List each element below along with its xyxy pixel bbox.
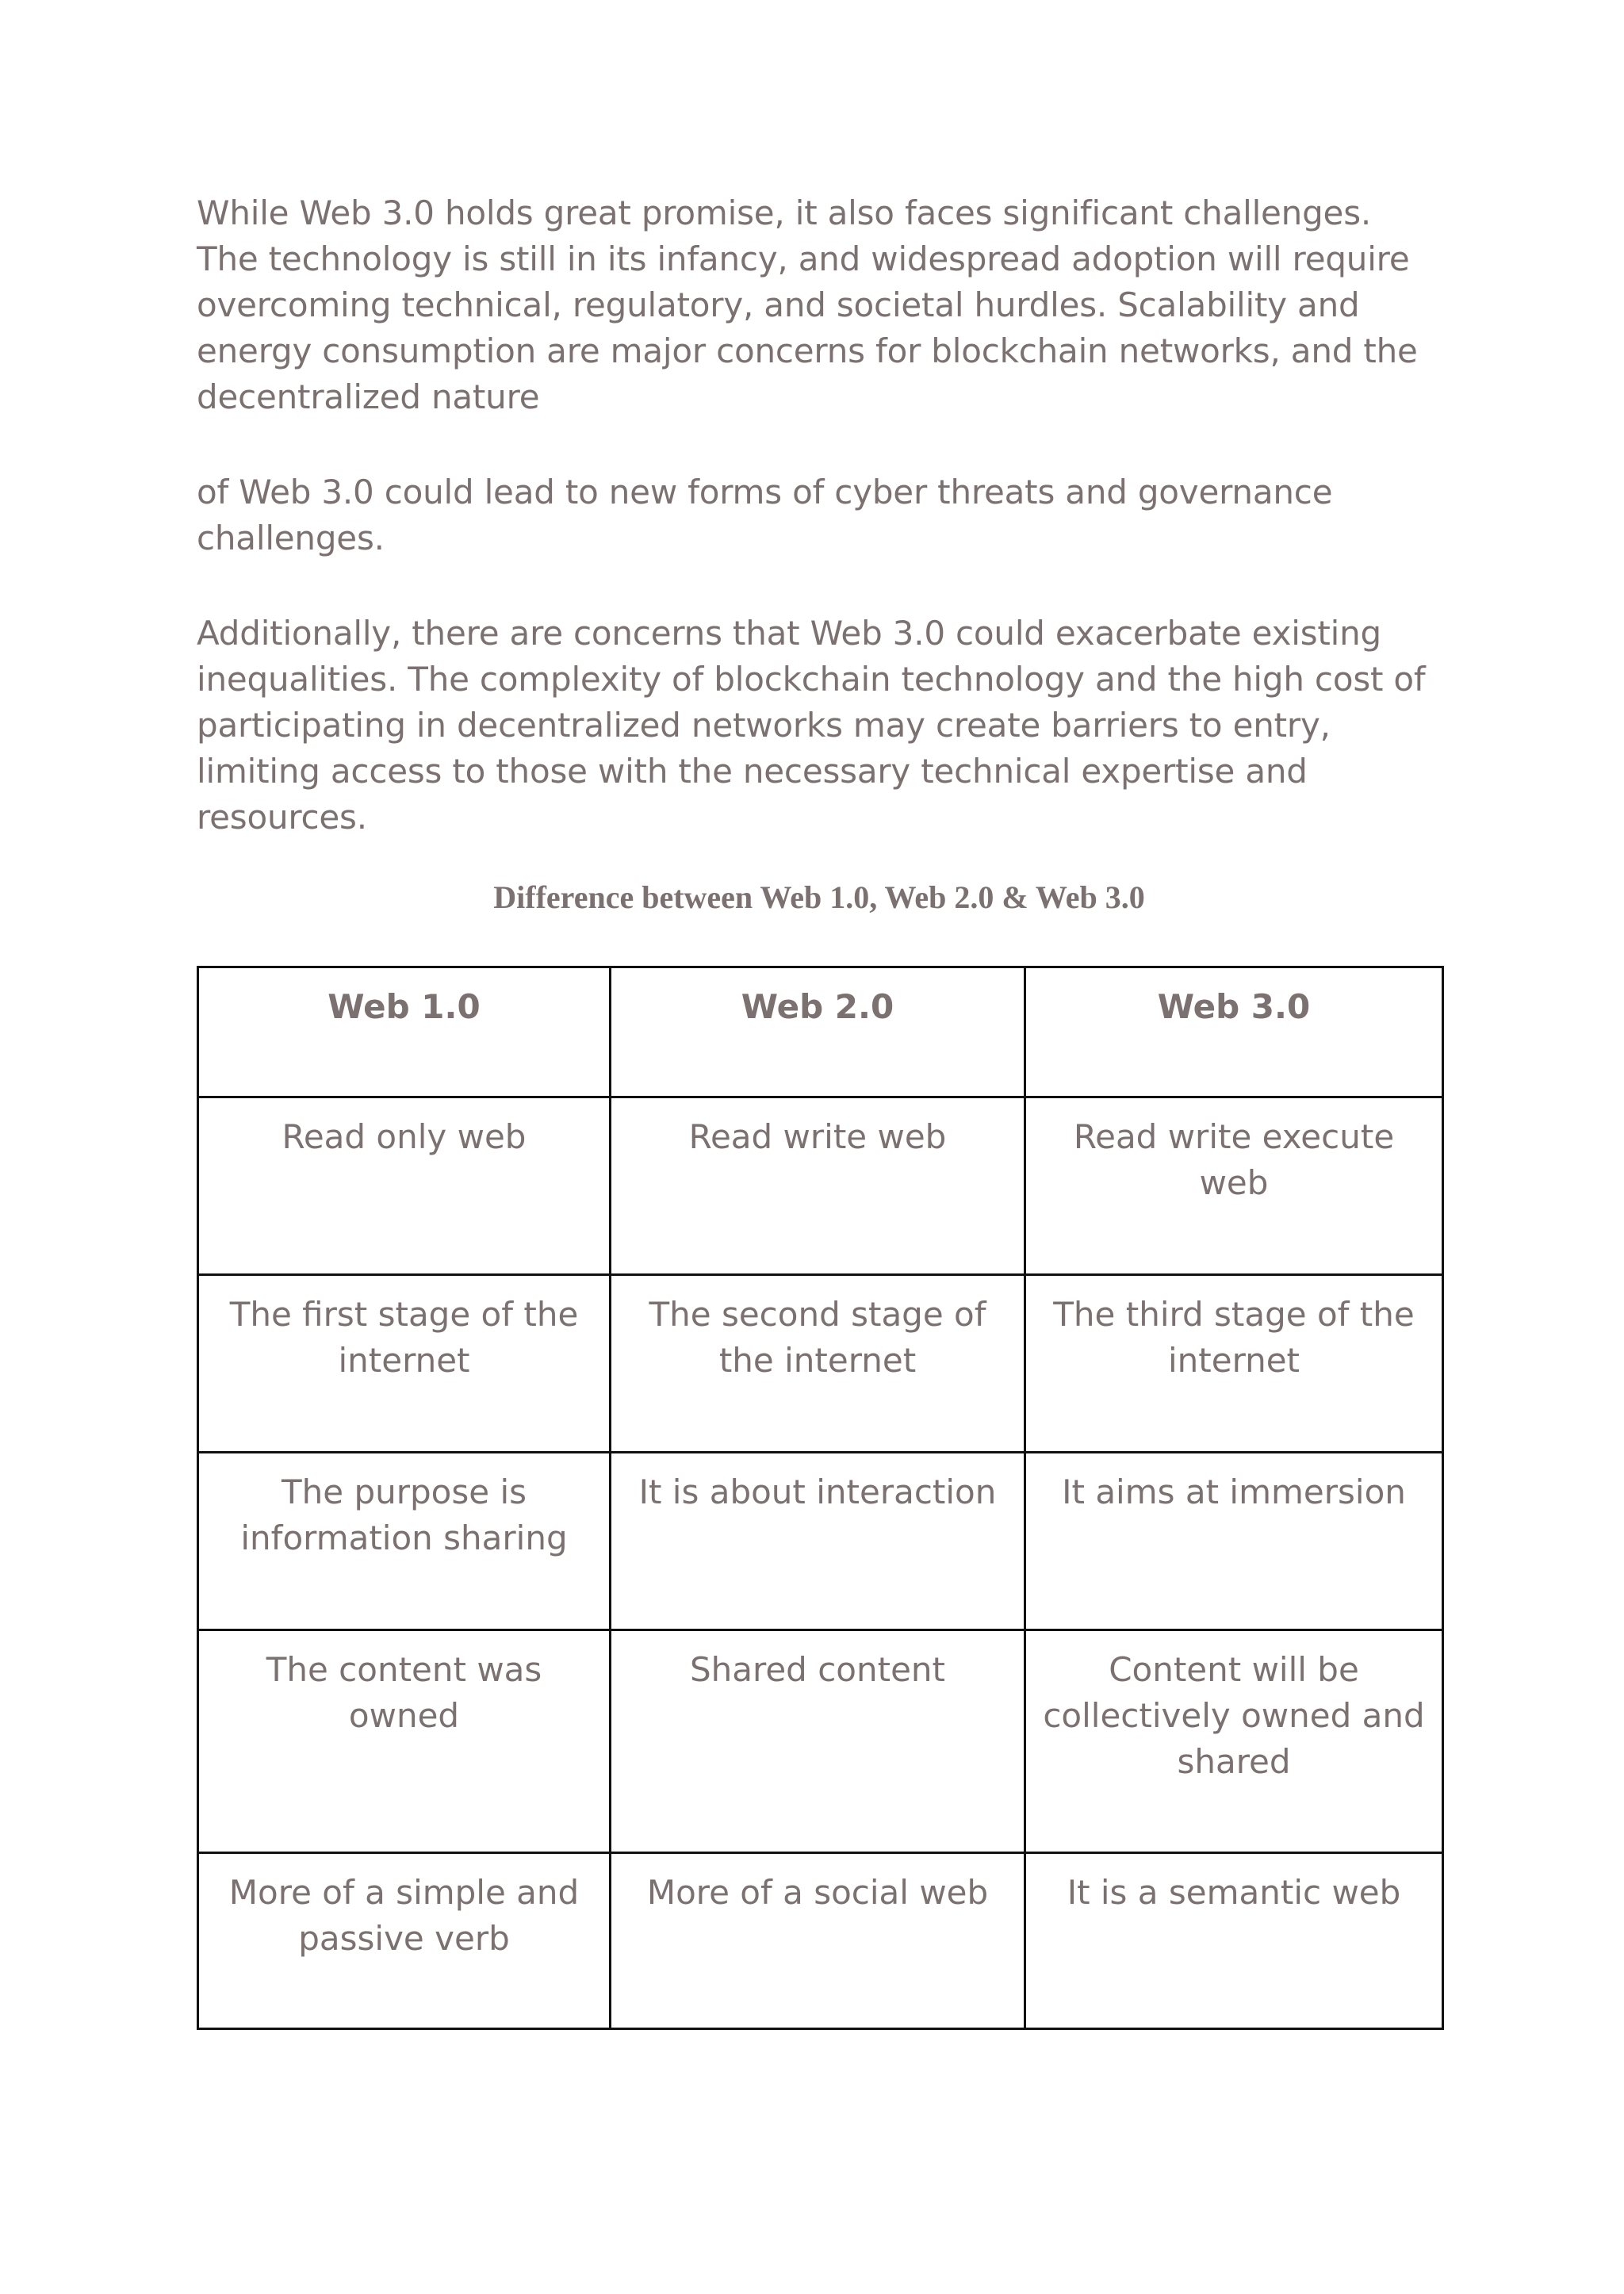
table-cell: It is about interaction: [611, 1453, 1025, 1630]
table-row: [198, 1453, 1443, 1630]
table-cell: Read only web: [198, 1097, 611, 1275]
table-cell: More of a simple and passive verb: [198, 1853, 611, 2029]
table-cell: The content was owned: [198, 1630, 611, 1853]
paragraph-inequalities: Additionally, there are concerns that Web 3.0 could exacerbate existing inequalities. The complexity of blockchain technology and the high cost of participating in decentralized networks may create barriers to entry, limiting access to those with the necessary technical expertise and resources.: [197, 614, 1426, 837]
paragraph-cyber-threats: of Web 3.0 could lead to new forms of cyber threats and governance challenges.: [197, 473, 1333, 557]
table-cell: The second stage of the internet: [611, 1275, 1025, 1453]
table-cell: The first stage of the internet: [198, 1275, 611, 1453]
table-row: [198, 1630, 1443, 1853]
header-web-2: Web 2.0: [611, 967, 1025, 1097]
table-cell: Shared content: [611, 1630, 1025, 1853]
table-cell: It aims at immersion: [1025, 1453, 1443, 1630]
table-row: [198, 1275, 1443, 1453]
table-cell: Read write execute web: [1025, 1097, 1443, 1275]
table-row: [198, 1853, 1443, 2029]
header-web-3: Web 3.0: [1025, 967, 1443, 1097]
paragraph-challenges: While Web 3.0 holds great promise, it also faces significant challenges. The technology is still in its infancy, and widespread adoption will require overcoming technical, regulatory, and societal hurdles. Scalability and energy consumption are major concerns for blockchain networks, and the decentralized nature: [197, 193, 1418, 416]
table-cell: Read write web: [611, 1097, 1025, 1275]
table-header-row: [198, 967, 1443, 1097]
header-web-1: Web 1.0: [198, 967, 611, 1097]
table-cell: It is a semantic web: [1025, 1853, 1443, 2029]
document-page: [197, 190, 1442, 2030]
table-row: [198, 1097, 1443, 1275]
table-title: Difference between Web 1.0, Web 2.0 & Web 3.0: [493, 879, 1145, 915]
table-cell: The third stage of the internet: [1025, 1275, 1443, 1453]
table-cell: The purpose is information sharing: [198, 1453, 611, 1630]
table-cell: More of a social web: [611, 1853, 1025, 2029]
table-cell: Content will be collectively owned and shared: [1025, 1630, 1443, 1853]
comparison-table: [197, 966, 1444, 2030]
